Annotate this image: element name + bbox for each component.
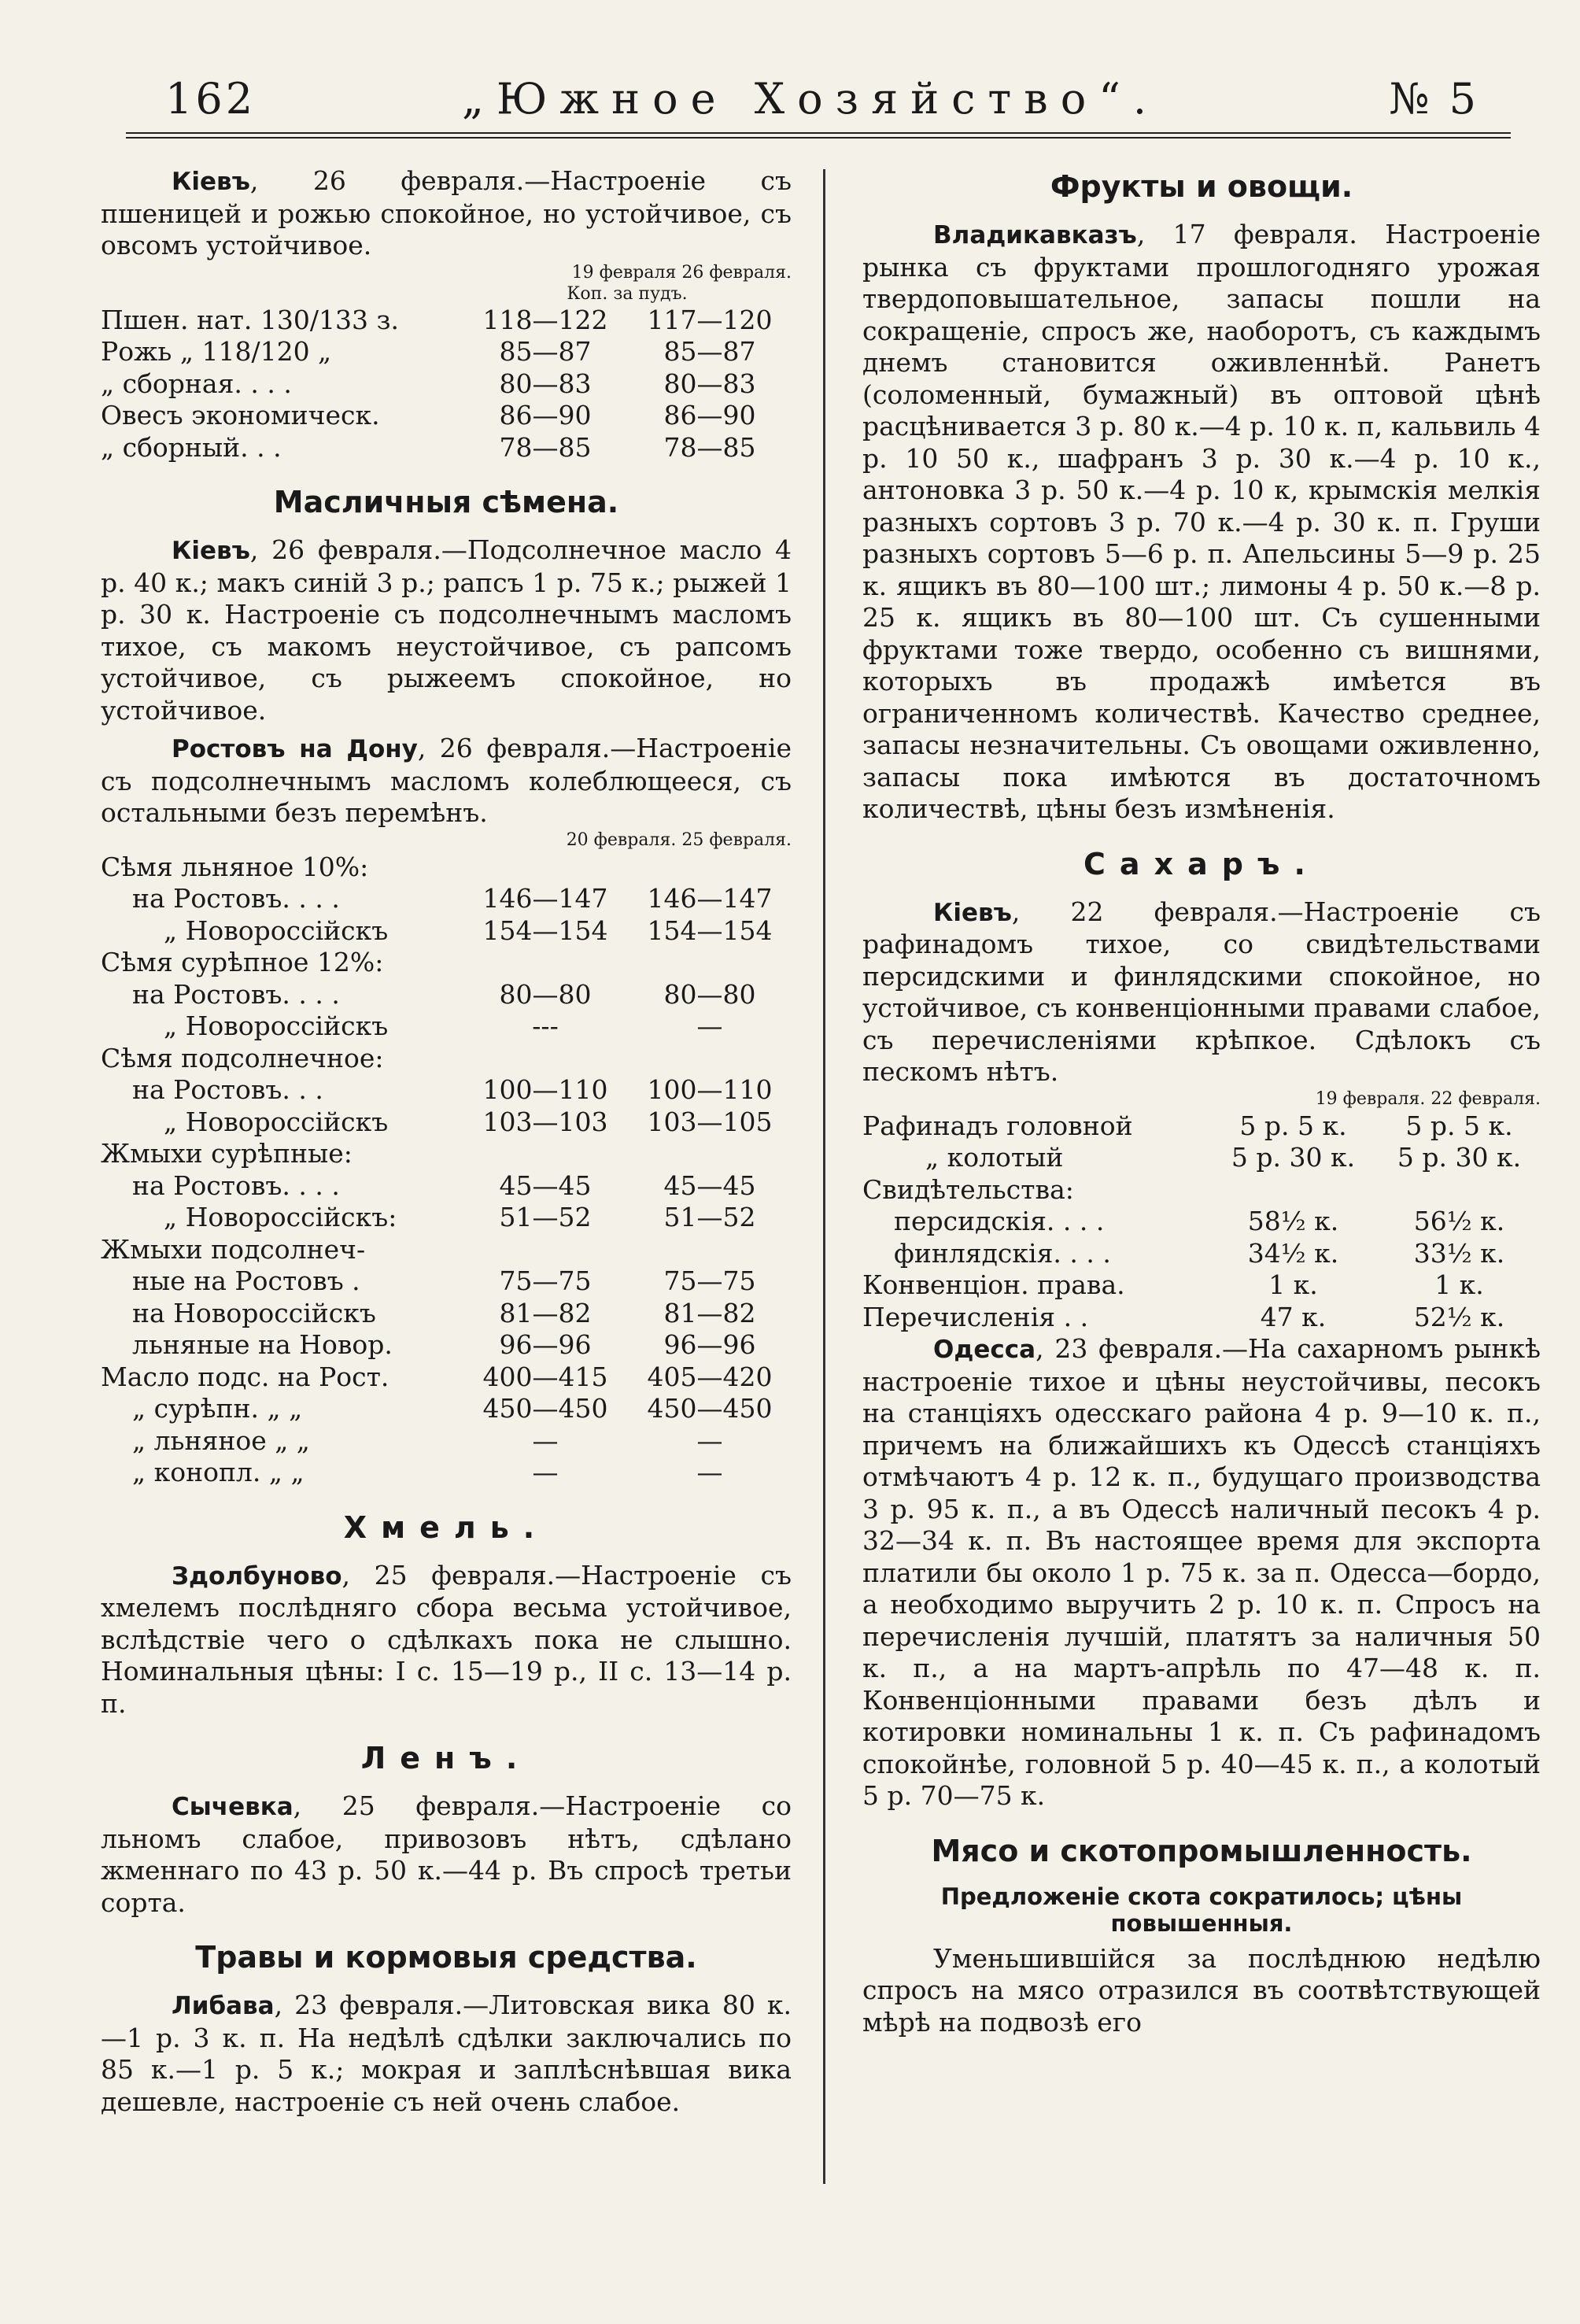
row-label: персидскія. . . .	[894, 1206, 1105, 1236]
table-row	[101, 1298, 792, 1330]
row-value-first-date: 75—75	[499, 1265, 592, 1296]
flax-report	[101, 1790, 792, 1919]
row-value-first-date: 103—103	[482, 1106, 608, 1137]
row-label: на Ростовъ. . . .	[132, 1169, 340, 1201]
table-row	[862, 1269, 1541, 1302]
row-value-second-date: 5 р. 30 к.	[1397, 1142, 1522, 1173]
row-value-second-date: 85—87	[663, 336, 756, 367]
row-label: „ Новороссійскъ	[164, 1106, 389, 1137]
meat-subheading: Предложеніе скота сократилось; цѣны повышенныя.	[940, 1882, 1463, 1937]
kiev-oilseeds-report	[101, 534, 792, 726]
row-label: льняные на Новор.	[132, 1329, 393, 1360]
row-value-first-date: 100—110	[482, 1074, 608, 1105]
fodder-report	[101, 1990, 792, 2118]
row-value-first-date: ---	[532, 1011, 559, 1041]
row-value-second-date: 100—110	[647, 1074, 773, 1105]
meat-heading: Мясо и скотопромышленность.	[931, 1833, 1472, 1868]
row-value-first-date: 34½ к.	[1247, 1237, 1339, 1269]
row-label: „ колотый	[925, 1142, 1064, 1173]
table-row	[101, 915, 792, 948]
row-value-second-date: 117—120	[647, 304, 773, 335]
kiev-grain-table	[101, 262, 792, 464]
row-value-first-date: 96—96	[499, 1329, 592, 1360]
row-value-first-date: 450—450	[482, 1393, 608, 1424]
flax-heading: Ленъ.	[360, 1741, 532, 1775]
row-value-first-date: —	[532, 1457, 559, 1487]
rostov-oilseeds-table	[101, 829, 792, 1489]
row-value-second-date: 81—82	[663, 1297, 756, 1328]
row-value-second-date: 405—420	[647, 1361, 773, 1392]
row-label: Масло подс. на Рост.	[101, 1361, 389, 1392]
table-row	[101, 1362, 792, 1394]
table-row	[862, 1302, 1541, 1334]
row-value-first-date: 86—90	[499, 400, 592, 430]
row-value-first-date	[463, 852, 628, 884]
hops-report	[101, 1560, 792, 1720]
table-row	[862, 1142, 1541, 1174]
page-number: 162	[165, 74, 257, 124]
sugar-heading: Сахаръ.	[1083, 846, 1320, 881]
row-value-first-date: 45—45	[499, 1169, 592, 1201]
row-value-second-date: 33½ к.	[1413, 1237, 1505, 1269]
row-value-second-date: 80—83	[663, 368, 756, 399]
table-row	[862, 1174, 1541, 1206]
kiev-grain-report	[101, 165, 792, 262]
report-text: , 23 февраля.—Литовская вика 80 к.—1 р. 3 к. п. На недѣлѣ сдѣлки заключались по 85 к.—1 р. 5 к.; мокрая и заплѣснѣвшая вика дешевле, настроеніе съ ней очень слабое.	[101, 1990, 792, 2117]
report-lead: Владикавказъ	[933, 221, 1137, 249]
right-column	[862, 165, 1541, 2038]
column-divider	[823, 169, 825, 2184]
table-row	[101, 1457, 792, 1489]
row-label: Сѣмя сурѣпное 12%:	[101, 947, 384, 977]
report-text: , 22 февраля.—Настроеніе съ рафинадомъ тихое, со свидѣтельствами персидскими и финлядскими спокойное, но устойчивое, съ конвенціонными правами слабое, съ перечисленіями крѣпкое. Сдѣлокъ съ пескомъ нѣтъ.	[862, 896, 1541, 1087]
row-value-first-date: 80—83	[499, 368, 592, 399]
row-value-first-date: 78—85	[499, 431, 592, 463]
row-label: „ льняное „ „	[132, 1424, 310, 1456]
table-row	[101, 1074, 792, 1107]
report-lead: Кіевъ	[172, 537, 250, 565]
table-row	[101, 305, 792, 337]
table-units-header: Коп. за пудъ.	[567, 283, 688, 304]
row-value-first-date: 81—82	[499, 1297, 592, 1328]
page-header	[110, 69, 1511, 124]
table-row	[101, 432, 792, 464]
table-row	[101, 400, 792, 432]
table-row	[101, 1265, 792, 1298]
row-label: „ сборный. . .	[101, 431, 282, 463]
row-value-second-date: 78—85	[663, 431, 756, 463]
row-value-first-date: 400—415	[482, 1361, 608, 1392]
row-label: ные на Ростовъ .	[132, 1265, 360, 1296]
row-label: Жмыхи подсолнеч-	[101, 1233, 366, 1265]
row-value-second-date: 45—45	[663, 1169, 756, 1201]
row-value-first-date	[1209, 1174, 1378, 1206]
row-label: Пшен. нат. 130/133 з.	[101, 304, 399, 335]
row-value-second-date: —	[696, 1457, 723, 1487]
row-value-second-date	[628, 1138, 792, 1170]
row-value-second-date: 52½ к.	[1413, 1301, 1505, 1332]
row-value-second-date	[628, 852, 792, 884]
table-row	[101, 1202, 792, 1234]
report-text: , 26 февраля.—Настроеніе съ подсолнечнымъ масломъ колеблющееся, съ остальными безъ перемѣнъ.	[101, 733, 792, 828]
table-dates-header: 20 февраля. 25 февраля.	[566, 829, 792, 850]
table-row	[101, 883, 792, 915]
row-value-first-date: 85—87	[499, 336, 592, 367]
row-label: „ Новороссійскъ:	[164, 1202, 397, 1232]
row-label: на Новороссійскъ	[132, 1297, 376, 1328]
row-value-second-date	[628, 1234, 792, 1266]
table-row	[862, 1238, 1541, 1270]
table-row	[862, 1206, 1541, 1238]
row-label: Сѣмя льняное 10%:	[101, 851, 369, 882]
sugar-table	[862, 1088, 1541, 1334]
row-value-second-date: 1 к.	[1434, 1269, 1484, 1300]
row-value-first-date: 58½ к.	[1247, 1206, 1339, 1236]
report-lead: Кіевъ	[933, 898, 1012, 927]
fruits-heading: Фрукты и овощи.	[1050, 169, 1353, 204]
row-label: Рафинадъ головной	[862, 1110, 1133, 1141]
row-label: на Ростовъ. . . .	[132, 978, 340, 1010]
row-value-first-date: 118—122	[482, 304, 608, 335]
row-value-first-date: 1 к.	[1268, 1269, 1318, 1300]
row-value-first-date: 5 р. 5 к.	[1239, 1110, 1347, 1141]
row-value-second-date	[628, 1043, 792, 1075]
row-value-first-date	[463, 1234, 628, 1266]
row-value-first-date: 146—147	[482, 883, 608, 914]
row-value-second-date	[628, 947, 792, 979]
table-row	[101, 368, 792, 401]
meat-report: Уменьшившійся за послѣднюю недѣлю спросъ на мясо отразился въ соотвѣтствующей мѣрѣ на подвозѣ его	[862, 1942, 1541, 2038]
row-label: „ конопл. „ „	[132, 1457, 305, 1487]
row-value-second-date: 146—147	[647, 883, 773, 914]
report-text: , 23 февраля.—На сахарномъ рынкѣ настроеніе тихое и цѣны неустойчивы, песокъ на станціяхъ одесскаго района 4 р. 9—10 к. п., причемъ на ближайшихъ къ Одессѣ станціяхъ отмѣчаютъ 4 р. 12 к. п., будущаго производства 3 р. 95 к. п., а въ Одессѣ наличный песокъ 4 р. 32—34 к. п. Въ настоящее время для экспорта платили бы около 1 р. 75 к. за п. Одесса—бордо, а необходимо выручить 2 р. 10 к. п. Спросъ на перечисленія лучшій, платятъ за наличныя 50 к. п., а на мартъ-апрѣль по 47—48 к. п. Конвенціонными правами безъ дѣлъ и котировки номинальны 1 к. п. Съ рафинадомъ спокойнѣе, головной 5 р. 40—45 к. п., а колотый 5 р. 70—75 к.	[862, 1333, 1541, 1811]
table-dates-header: 19 февраля. 22 февраля.	[1315, 1088, 1541, 1109]
table-row	[101, 1234, 792, 1266]
row-label: „ Новороссійскъ	[164, 1011, 389, 1041]
row-value-second-date: 154—154	[647, 914, 773, 946]
table-row	[862, 1110, 1541, 1143]
row-label: „ сурѣпн. „ „	[132, 1393, 303, 1424]
left-column	[101, 165, 792, 2118]
table-row	[101, 1329, 792, 1362]
row-value-second-date: 51—52	[663, 1202, 756, 1232]
report-lead: Одесса	[933, 1336, 1036, 1364]
fruits-report	[862, 219, 1541, 826]
row-label: финлядскія. . . .	[894, 1237, 1111, 1269]
fodder-heading: Травы и кормовыя средства.	[195, 1940, 697, 1975]
table-row	[101, 1393, 792, 1425]
row-label: „ сборная. . . .	[101, 368, 292, 399]
row-label: Свидѣтельства:	[862, 1173, 1074, 1205]
table-row	[101, 336, 792, 368]
row-value-second-date: 103—105	[647, 1106, 773, 1137]
row-value-second-date: —	[696, 1424, 723, 1456]
row-value-second-date: 56½ к.	[1413, 1206, 1505, 1236]
odessa-sugar-report	[862, 1333, 1541, 1812]
rostov-oilseeds-report	[101, 733, 792, 829]
row-value-first-date	[463, 1043, 628, 1075]
row-value-second-date	[1378, 1174, 1541, 1206]
row-value-first-date: 80—80	[499, 978, 592, 1010]
row-value-second-date: 96—96	[663, 1329, 756, 1360]
row-value-second-date: —	[696, 1011, 723, 1041]
row-label: „ Новороссійскъ	[164, 914, 389, 946]
table-row	[101, 1107, 792, 1139]
table-dates-header: 19 февраля 26 февраля.	[571, 262, 792, 283]
report-text: , 25 февраля.—Настроеніе со льномъ слабое, привозовъ нѣтъ, сдѣлано жменнаго по 43 р. 50 к.—44 р. Въ спросѣ третьи сорта.	[101, 1790, 792, 1918]
row-value-first-date	[463, 1138, 628, 1170]
row-label: Конвенціон. права.	[862, 1269, 1125, 1300]
table-row	[101, 1425, 792, 1458]
row-value-first-date: 47 к.	[1260, 1301, 1327, 1332]
report-lead: Здолбуново	[172, 1561, 342, 1591]
row-label: на Ростовъ. . . .	[132, 883, 340, 914]
report-text: , 26 февраля.—Подсолнечное масло 4 р. 40 к.; макъ синій 3 р.; рапсъ 1 р. 75 к.; рыжей 1 р. 30 к. Настроеніе съ подсолнечнымъ масломъ тихое, съ макомъ неустойчивое, съ рапсомъ устойчивое, съ рыжеемъ спокойное, но устойчивое.	[101, 534, 792, 726]
table-row	[101, 852, 792, 884]
kiev-sugar-report	[862, 896, 1541, 1088]
report-lead: Ростовъ на Дону	[172, 735, 418, 763]
row-value-first-date: 154—154	[482, 914, 608, 946]
table-row	[101, 1011, 792, 1043]
report-text: , 25 февраля.—Настроеніе съ хмелемъ послѣдняго сбора весьма устойчивое, вслѣдствіе чего о сдѣлкахъ пока не слышно. Номинальныя цѣны: I с. 15—19 р., II с. 13—14 р. п.	[101, 1559, 792, 1719]
report-lead: Либава	[172, 1992, 275, 2020]
row-value-second-date: 5 р. 5 к.	[1405, 1110, 1513, 1141]
report-text: , 26 февраля.—Настроеніе съ пшеницей и рожью спокойное, но устойчивое, съ овсомъ устойчивое.	[101, 165, 792, 260]
row-value-first-date: 51—52	[499, 1202, 592, 1232]
row-value-second-date: 86—90	[663, 400, 756, 430]
oilseeds-heading: Масличныя сѣмена.	[273, 485, 619, 519]
row-label: Овесъ экономическ.	[101, 400, 380, 430]
row-value-second-date: 80—80	[663, 978, 756, 1010]
row-label: на Ростовъ. . .	[132, 1074, 323, 1105]
row-label: Сѣмя подсолнечное:	[101, 1042, 384, 1073]
table-row	[101, 1170, 792, 1203]
table-row	[101, 1043, 792, 1075]
table-row	[101, 979, 792, 1011]
report-text: , 17 февраля. Настроеніе рынка съ фруктами прошлогодняго урожая твердоповышательное, запасы пошли на сокращеніе, спросъ же, наоборотъ, съ каждымъ днемъ становится оживленнѣй. Ранетъ (соломенный, бумажный) въ оптовой цѣнѣ расцѣнивается 3 р. 80 к.—4 р. 10 к. п, кальвиль 4 р. 10 50 к., шафранъ 3 р. 30 к.—4 р. 10 к., антоновка 3 р. 50 к.—4 р. 10 к, крымскія мелкія разныхъ сортовъ 3 р. 70 к.—4 р. 30 к. п. Груши разныхъ сортовъ 5—6 р. п. Апельсины 5—9 р. 25 к. ящикъ въ 80—100 шт.; лимоны 4 р. 50 к.—8 р. 25 к. ящикъ въ 80—100 шт. Съ сушенными фруктами тоже твердо, особенно съ вишнями, которыхъ въ продажѣ имѣется въ ограниченномъ количествѣ. Качество среднее, запасы незначительны. Съ овощами оживленно, запасы пока имѣются въ достаточномъ количествѣ, цѣны безъ измѣненія.	[862, 219, 1541, 824]
table-row	[101, 947, 792, 979]
hops-heading: Хмель.	[343, 1509, 549, 1545]
header-rule	[126, 132, 1511, 139]
issue-number: № 5	[1389, 74, 1479, 124]
row-value-second-date: 450—450	[647, 1393, 773, 1424]
row-label: Перечисленія . .	[862, 1301, 1089, 1332]
table-row	[101, 1138, 792, 1170]
report-lead: Кіевъ	[172, 168, 250, 196]
row-label: Жмыхи сурѣпные:	[101, 1138, 353, 1169]
row-value-first-date	[463, 947, 628, 979]
report-lead: Сычевка	[172, 1793, 293, 1821]
row-label: Рожь „ 118/120 „	[101, 336, 332, 367]
row-value-first-date: 5 р. 30 к.	[1231, 1142, 1356, 1173]
row-value-first-date: —	[532, 1424, 559, 1456]
row-value-second-date: 75—75	[663, 1265, 756, 1296]
journal-title: „Южное Хозяйство“.	[462, 74, 1159, 124]
